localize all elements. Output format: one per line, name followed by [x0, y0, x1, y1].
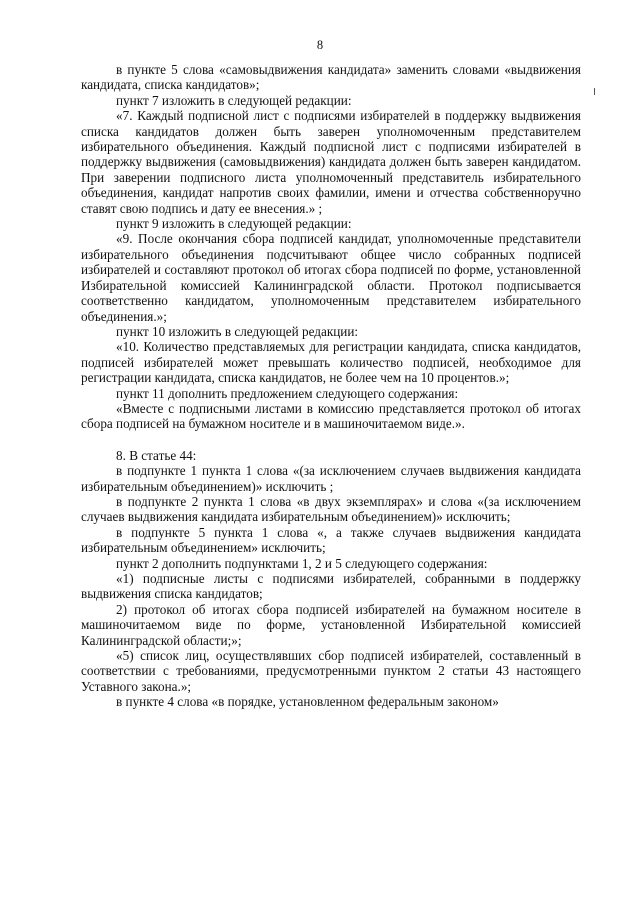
- paragraph-clause-7-text: «7. Каждый подписной лист с подписями избирателей в поддержку выдвижения списка кандидатов должен быть заверен уполномоченным представителем избирательного объединения. Каждый подписной лист с подписями избирателей в поддержку выдвижения (самовыдвижения) кандидата должен быть заверен кандидатом. При заверении подписного листа уполномоченный представитель избирательного объединения, кандидат напротив своих фамилии, имени и отчества собственноручно ставят свою подпись и дату ее внесения.» ;: [81, 108, 581, 216]
- paragraph-item-1: «1) подписные листы с подписями избирателей, собранными в поддержку выдвижения списка кандидатов;: [81, 571, 581, 602]
- paragraph-subclause-2: в подпункте 2 пункта 1 слова «в двух экземплярах» и слова «(за исключением случаев выдвижения кандидата избирательным объединением)» исключить;: [81, 493, 581, 525]
- paragraph-replace-clause-5: в пункте 5 слова «самовыдвижения кандидата» заменить словами «выдвижения кандидата, списка кандидатов»;: [81, 62, 581, 93]
- paragraph-clause-10-text: «10. Количество представляемых для регистрации кандидата, списка кандидатов, подписей избирателей может превышать количество подписей, необходимое для регистрации кандидата, списка кандидатов, не более чем на 10 процентов.»;: [81, 339, 581, 386]
- paragraph-clause-10-heading: пункт 10 изложить в следующей редакции:: [116, 323, 359, 339]
- document-body: [81, 62, 581, 710]
- paragraph-clause-7-heading: пункт 7 изложить в следующей редакции:: [116, 92, 352, 108]
- page-number: 8: [316, 38, 324, 52]
- section-heading-article-44: 8. В статье 44:: [116, 447, 197, 463]
- paragraph-item-2: 2) протокол об итогах сбора подписей избирателей на бумажном носителе в машиночитаемом виде по форме, установленной Избирательной комиссией Калининградской области;»;: [81, 601, 581, 648]
- paragraph-clause-4: в пункте 4 слова «в порядке, установленном федеральным законом»: [116, 694, 499, 710]
- paragraph-clause-2-heading: пункт 2 дополнить подпунктами 1, 2 и 5 следующего содержания:: [116, 555, 488, 571]
- paragraph-subclause-1: в подпункте 1 пункта 1 слова «(за исключением случаев выдвижения кандидата избирательным объединением)» исключить ;: [81, 463, 581, 494]
- paragraph-clause-11-heading: пункт 11 дополнить предложением следующего содержания:: [116, 385, 459, 401]
- paragraph-clause-9-heading: пункт 9 изложить в следующей редакции:: [116, 216, 352, 232]
- paragraph-clause-9-text: «9. После окончания сбора подписей кандидат, уполномоченные представители избирательного объединения подсчитывают общее число собранных подписей избирателей и составляют протокол об итогах сбора подписей по форме, установленной Избирательной комиссией Калининградской области. Протокол подписывается соответственно кандидатом, уполномоченным представителем избирательного объединения.»;: [81, 231, 581, 324]
- paragraph-subclause-5: в подпункте 5 пункта 1 слова «, а также случаев выдвижения кандидата избирательным объединением» исключить;: [81, 524, 581, 556]
- paragraph-clause-11-text: «Вместе с подписными листами в комиссию представляется протокол об итогах сбора подписей на бумажном носителе и в машиночитаемом виде.».: [81, 400, 581, 432]
- scan-mark: [594, 88, 595, 95]
- paragraph-item-5: «5) список лиц, осуществлявших сбор подписей избирателей, составленный в соответствии с требованиями, предусмотренными пунктом 2 статьи 43 настоящего Уставного закона.»;: [81, 648, 581, 694]
